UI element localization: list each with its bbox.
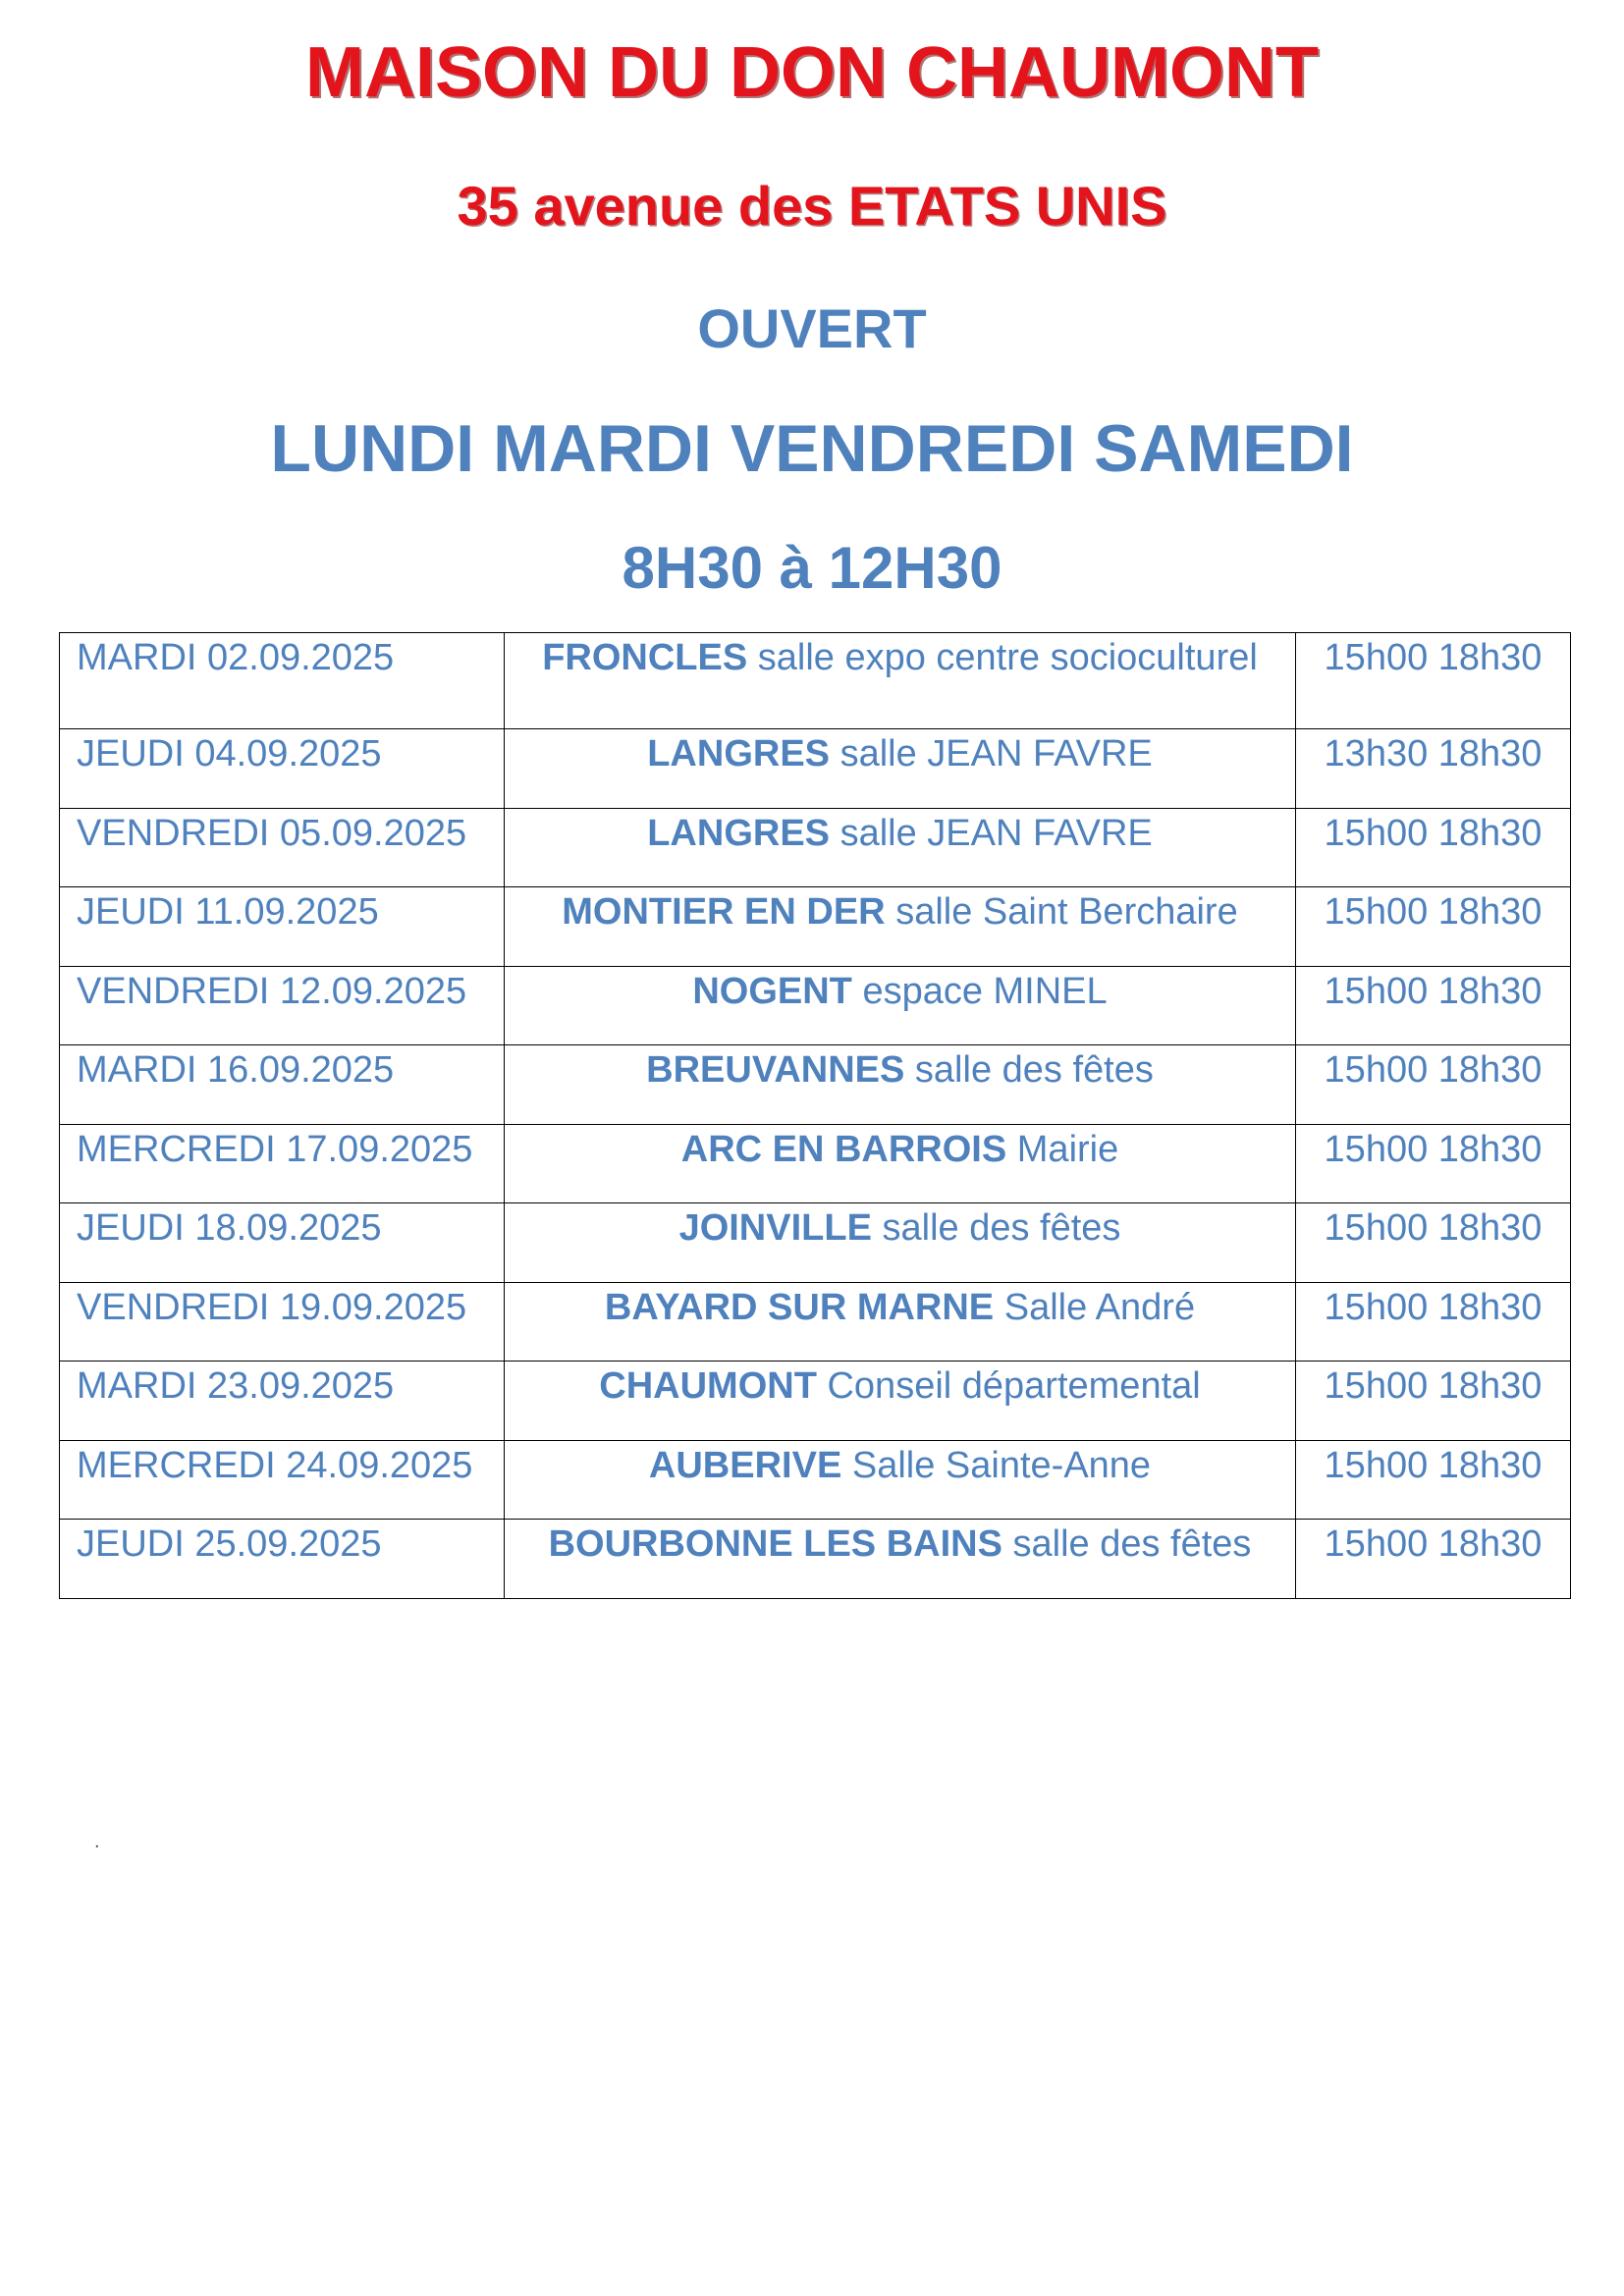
town-name: CHAUMONT xyxy=(599,1365,817,1407)
venue-name: espace MINEL xyxy=(862,970,1108,1012)
town-name: MONTIER EN DER xyxy=(562,891,886,933)
date-cell: MERCREDI 17.09.2025 xyxy=(60,1124,505,1203)
schedule-row xyxy=(60,1440,1571,1520)
time-cell: 15h00 18h30 xyxy=(1296,808,1571,887)
location-cell xyxy=(505,1282,1296,1362)
date-cell: VENDREDI 12.09.2025 xyxy=(60,966,505,1045)
schedule-row xyxy=(60,1045,1571,1125)
date-cell: MARDI 02.09.2025 xyxy=(60,633,505,729)
schedule-row xyxy=(60,808,1571,887)
page-title: MAISON DU DON CHAUMONT xyxy=(305,33,1319,112)
town-name: BOURBONNE LES BAINS xyxy=(548,1523,1002,1565)
schedule-row xyxy=(60,1203,1571,1283)
location-cell xyxy=(505,633,1296,729)
address-line: 35 avenue des ETATS UNIS xyxy=(457,175,1167,237)
schedule-row xyxy=(60,1282,1571,1362)
footer-mark: . xyxy=(94,1831,100,1852)
date-cell: MARDI 23.09.2025 xyxy=(60,1362,505,1441)
venue-name: salle expo centre socioculturel xyxy=(757,637,1258,678)
time-cell: 15h00 18h30 xyxy=(1296,1282,1571,1362)
time-cell: 15h00 18h30 xyxy=(1296,1440,1571,1520)
time-cell: 13h30 18h30 xyxy=(1296,729,1571,809)
date-cell: VENDREDI 19.09.2025 xyxy=(60,1282,505,1362)
schedule-table-body xyxy=(60,633,1571,1599)
town-name: AUBERIVE xyxy=(648,1444,842,1486)
schedule-row xyxy=(60,966,1571,1045)
venue-name: Mairie xyxy=(1016,1128,1119,1170)
location-cell xyxy=(505,1520,1296,1599)
time-cell: 15h00 18h30 xyxy=(1296,887,1571,967)
date-cell: JEUDI 18.09.2025 xyxy=(60,1203,505,1283)
schedule-row xyxy=(60,1520,1571,1599)
time-cell: 15h00 18h30 xyxy=(1296,1520,1571,1599)
location-cell xyxy=(505,887,1296,967)
venue-name: salle JEAN FAVRE xyxy=(839,812,1153,854)
venue-name: salle des fêtes xyxy=(882,1207,1121,1249)
date-cell: JEUDI 11.09.2025 xyxy=(60,887,505,967)
venue-name: Salle Sainte-Anne xyxy=(851,1444,1152,1486)
location-cell xyxy=(505,808,1296,887)
venue-name: salle JEAN FAVRE xyxy=(839,733,1153,774)
town-name: FRONCLES xyxy=(542,637,748,678)
open-label: OUVERT xyxy=(697,297,927,359)
schedule-table xyxy=(59,632,1571,1599)
time-cell: 15h00 18h30 xyxy=(1296,1362,1571,1441)
opening-hours: 8H30 à 12H30 xyxy=(622,535,1002,601)
venue-name: salle des fêtes xyxy=(914,1049,1154,1091)
town-name: NOGENT xyxy=(692,970,852,1012)
town-name: JOINVILLE xyxy=(678,1207,872,1249)
time-cell: 15h00 18h30 xyxy=(1296,966,1571,1045)
location-cell xyxy=(505,1124,1296,1203)
schedule-row xyxy=(60,1124,1571,1203)
location-cell xyxy=(505,1440,1296,1520)
time-cell: 15h00 18h30 xyxy=(1296,1203,1571,1283)
venue-name: salle Saint Berchaire xyxy=(895,891,1238,933)
location-cell xyxy=(505,729,1296,809)
time-cell: 15h00 18h30 xyxy=(1296,1045,1571,1125)
schedule-row xyxy=(60,887,1571,967)
venue-name: Conseil départemental xyxy=(827,1365,1201,1407)
date-cell: VENDREDI 05.09.2025 xyxy=(60,808,505,887)
time-cell: 15h00 18h30 xyxy=(1296,633,1571,729)
location-cell xyxy=(505,1045,1296,1125)
date-cell: JEUDI 04.09.2025 xyxy=(60,729,505,809)
town-name: LANGRES xyxy=(647,733,831,774)
venue-name: salle des fêtes xyxy=(1012,1523,1252,1565)
schedule-row xyxy=(60,633,1571,729)
location-cell xyxy=(505,966,1296,1045)
town-name: ARC EN BARROIS xyxy=(680,1128,1007,1170)
schedule-row xyxy=(60,1362,1571,1441)
date-cell: MERCREDI 24.09.2025 xyxy=(60,1440,505,1520)
schedule-row xyxy=(60,729,1571,809)
town-name: BREUVANNES xyxy=(646,1049,905,1091)
time-cell: 15h00 18h30 xyxy=(1296,1124,1571,1203)
town-name: LANGRES xyxy=(647,812,831,854)
opening-days: LUNDI MARDI VENDREDI SAMEDI xyxy=(270,411,1354,486)
date-cell: MARDI 16.09.2025 xyxy=(60,1045,505,1125)
location-cell xyxy=(505,1362,1296,1441)
date-cell: JEUDI 25.09.2025 xyxy=(60,1520,505,1599)
town-name: BAYARD SUR MARNE xyxy=(604,1286,995,1328)
location-cell xyxy=(505,1203,1296,1283)
venue-name: Salle André xyxy=(1003,1286,1196,1328)
